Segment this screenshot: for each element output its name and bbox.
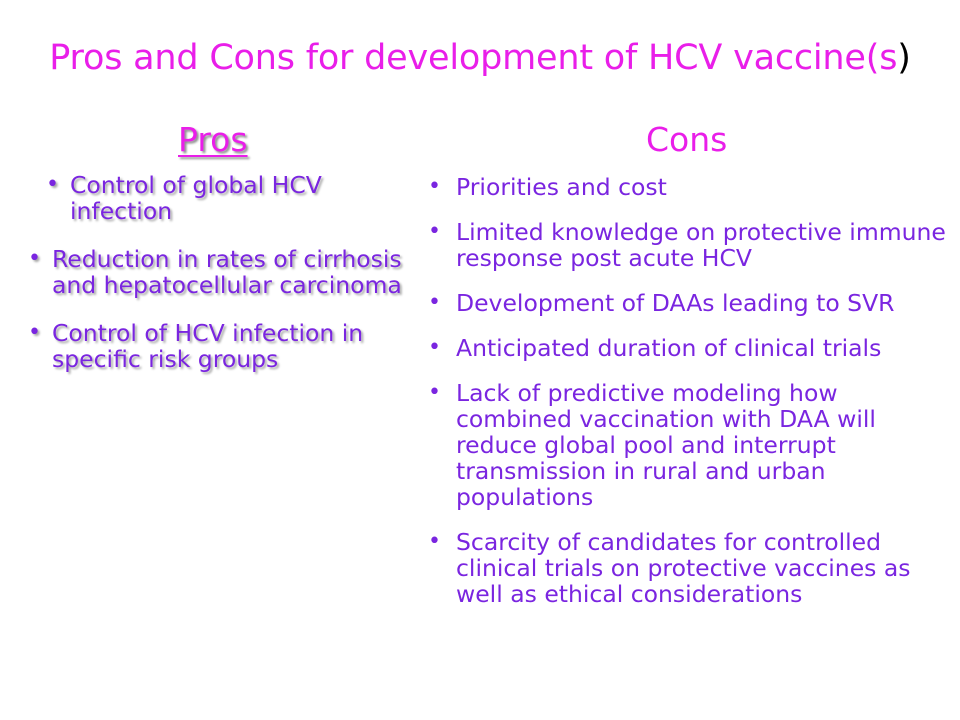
bullet-icon: • — [428, 335, 441, 360]
cons-item-text: Limited knowledge on protective immune response post acute HCV — [456, 218, 946, 272]
cons-item — [428, 174, 958, 200]
bullet-icon: • — [428, 380, 441, 405]
bullet-icon: • — [428, 529, 441, 554]
bullet-icon: • — [46, 172, 59, 197]
cons-item — [428, 529, 958, 607]
pros-item — [28, 320, 423, 372]
cons-item-text: Development of DAAs leading to SVR — [456, 289, 895, 317]
bullet-icon: • — [428, 219, 441, 244]
pros-item-text: Control of HCV infection in specific risk groups — [52, 319, 364, 373]
pros-item-text: Reduction in rates of cirrhosis and hepatocellular carcinoma — [52, 245, 402, 299]
cons-item-text: Anticipated duration of clinical trials — [456, 334, 882, 362]
cons-item — [428, 380, 958, 510]
bullet-icon: • — [28, 246, 41, 271]
bullet-icon: • — [428, 174, 441, 199]
bullet-icon: • — [428, 290, 441, 315]
cons-item-text: Priorities and cost — [456, 173, 667, 201]
cons-list — [428, 174, 958, 607]
cons-heading: Cons — [646, 120, 728, 159]
cons-item — [428, 290, 958, 316]
cons-item-text: Scarcity of candidates for controlled clinical trials on protective vaccines as well as ethical considerations — [456, 528, 911, 608]
cons-item — [428, 219, 958, 271]
slide-title — [0, 38, 960, 78]
pros-heading: Pros — [178, 120, 248, 159]
cons-item-text: Lack of predictive modeling how combined vaccination with DAA will reduce global pool and interrupt transmission in rural and urban populations — [456, 379, 876, 511]
pros-item-text: Control of global HCV infection — [70, 171, 322, 225]
slide-title-text: Pros and Cons for development of HCV vaccine(s — [49, 38, 898, 78]
slide-title-close-paren: ) — [897, 38, 911, 78]
cons-item — [428, 335, 958, 361]
pros-list — [28, 172, 423, 372]
pros-item — [28, 246, 423, 298]
pros-item — [28, 172, 423, 224]
bullet-icon: • — [28, 320, 41, 345]
